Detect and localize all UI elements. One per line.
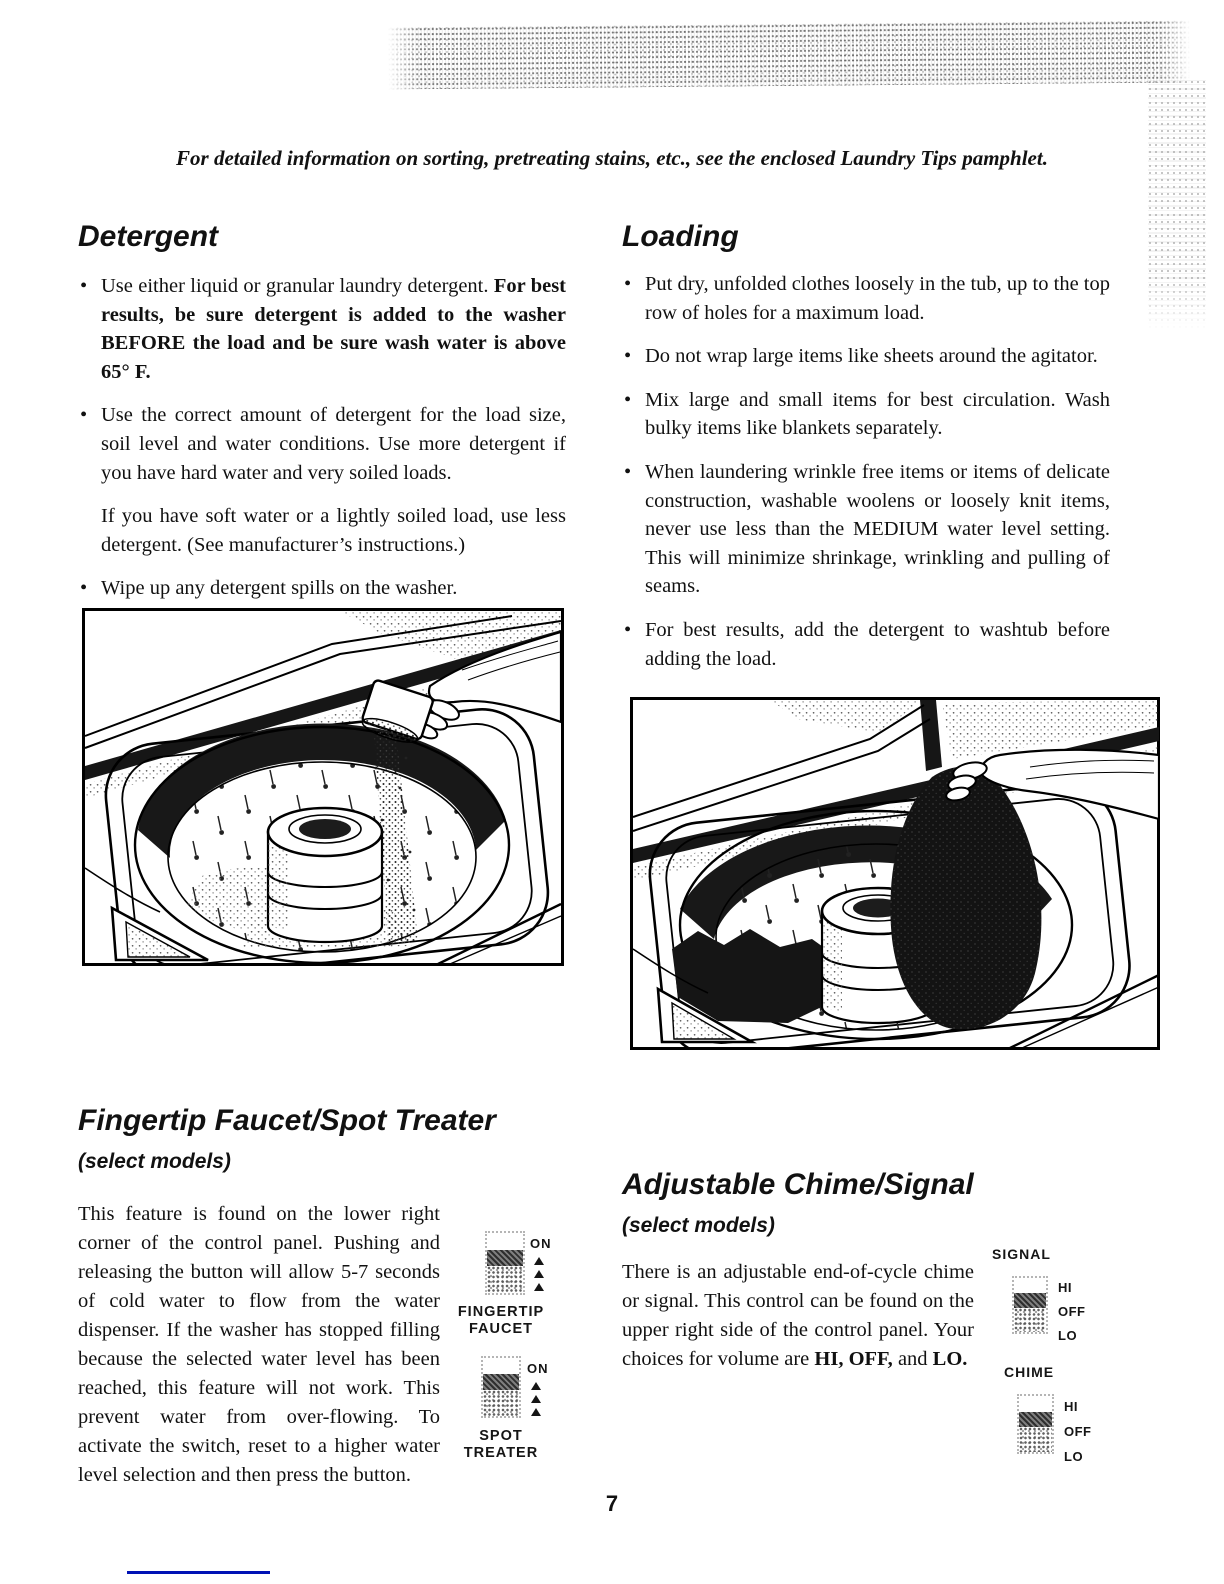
up-arrow-icon (531, 1382, 541, 1390)
chime-section-title: Adjustable Chime/Signal (622, 1168, 974, 1201)
spot-treater-label (445, 1428, 557, 1462)
on-label: ON (527, 1361, 549, 1376)
up-arrow-icon (534, 1257, 544, 1265)
option-off: OFF (1064, 1424, 1092, 1439)
label-line: TREATER (463, 1445, 539, 1461)
chime-body (622, 1258, 974, 1374)
intro-note: For detailed information on sorting, pretreating stains, etc., see the enclosed Laundry Tips pamphlet. (176, 146, 1048, 170)
loading-clothes-illustration (630, 697, 1160, 1050)
fingertip-faucet-switch (485, 1231, 525, 1295)
detergent-pour-illustration (82, 608, 564, 966)
label-line: SPOT (479, 1428, 523, 1444)
fingertip-section-title: Fingertip Faucet/Spot Treater (78, 1104, 496, 1137)
option-off: OFF (1058, 1304, 1086, 1319)
scan-noise-band (388, 21, 1191, 90)
bullet-text: Put dry, unfolded clothes loosely in the tub, up to the top row of holes for a maximum load. (645, 273, 1110, 324)
up-arrow-icon (534, 1270, 544, 1278)
up-arrow-icon (531, 1408, 541, 1416)
detergent-bullet-list (78, 272, 566, 618)
bullet-text: When laundering wrinkle free items or items of delicate construction, washable woolens or loosely knit items, never use less than the MEDIUM water level setting. This will minimize shrinkage, wrinkling and pulling of seams. (645, 460, 1110, 598)
chime-select-models: (select models) (622, 1214, 775, 1237)
switch-top (1019, 1396, 1052, 1412)
bullet-item (78, 272, 566, 386)
fingertip-body: This feature is found on the lower right corner of the control panel. Pushing and releasing the button will allow 5-7 seconds of cold water to flow from the water dispenser. If the washer has stopped filling because the selected water level has been reached, this feature will not work. This prevent water from over-flowing. To activate the switch, reset to a higher water level selection and then press the button. (78, 1203, 440, 1486)
loading-section-title: Loading (622, 220, 739, 253)
switch-top (487, 1233, 523, 1250)
switch-knob (1019, 1412, 1052, 1427)
chime-body-text: and (892, 1348, 933, 1370)
signal-options (1058, 1280, 1086, 1343)
up-arrows (534, 1254, 544, 1293)
chime-switch (1017, 1394, 1054, 1454)
bullet-text: Do not wrap large items like sheets around the agitator. (645, 345, 1098, 368)
bullet-text-bold: For best results, be sure detergent is added to the washer BEFORE the load and be sure wash water is above 65° F. (101, 275, 566, 383)
bullet-item (78, 574, 566, 603)
scan-noise-strip (1148, 80, 1206, 330)
bullet-text: Wipe up any detergent spills on the washer. (101, 577, 458, 600)
bullet-item (78, 401, 566, 487)
bullet-text: Use either liquid or granular laundry detergent. (101, 275, 494, 297)
bullet-item (622, 342, 1110, 371)
bullet-text: Mix large and small items for best circulation. Wash bulky items like blankets separately. (645, 388, 1110, 440)
option-hi: HI (1058, 1280, 1072, 1295)
bullet-text: If you have soft water or a lightly soiled load, use less detergent. (See manufacturer’s instructions.) (101, 505, 566, 556)
detergent-pour-art (82, 608, 564, 966)
chime-options (1064, 1399, 1092, 1464)
up-arrows (531, 1379, 541, 1418)
bullet-text: Use the correct amount of detergent for the load size, soil level and water conditions. Use more detergent if you have hard water and very soiled loads. (101, 404, 566, 484)
switch-knob (487, 1250, 523, 1266)
signal-switch (1012, 1276, 1048, 1334)
footer-accent-line (127, 1571, 270, 1574)
bullet-item (622, 386, 1110, 443)
bullet-text: For best results, add the detergent to washtub before adding the load. (645, 618, 1110, 670)
option-lo: LO (1064, 1449, 1084, 1464)
up-arrow-icon (531, 1395, 541, 1403)
spot-treater-switch (481, 1356, 521, 1418)
signal-label: SIGNAL (992, 1246, 1051, 1262)
switch-lower (1014, 1308, 1046, 1332)
label-line: FINGERTIP (457, 1304, 545, 1320)
fingertip-select-models: (select models) (78, 1150, 231, 1173)
switch-lower (483, 1390, 519, 1416)
bullet-continuation (78, 502, 566, 559)
bullet-item (622, 270, 1110, 327)
switch-top (483, 1358, 519, 1374)
loading-bullet-list (622, 270, 1110, 688)
bullet-item (622, 458, 1110, 601)
chime-label: CHIME (1004, 1364, 1055, 1380)
chime-body-bold: HI, OFF, (814, 1348, 893, 1370)
fingertip-faucet-label (445, 1304, 557, 1338)
switch-knob (1014, 1293, 1046, 1308)
loading-clothes-art (630, 697, 1160, 1050)
switch-lower (1019, 1427, 1052, 1452)
switch-lower (487, 1266, 523, 1293)
on-label: ON (530, 1236, 552, 1251)
chime-body-bold: LO. (932, 1348, 968, 1370)
option-hi: HI (1064, 1399, 1078, 1414)
bullet-item (622, 616, 1110, 673)
switch-knob (483, 1374, 519, 1390)
label-line: FAUCET (469, 1321, 533, 1337)
up-arrow-icon (534, 1283, 544, 1291)
chime-body-text: There is an adjustable end-of-cycle chime or signal. This control can be found on the upper right side of the control panel. Your choices for volume are (622, 1261, 974, 1370)
detergent-section-title: Detergent (78, 220, 219, 253)
switch-top (1014, 1278, 1046, 1293)
page-number: 7 (605, 1491, 619, 1516)
option-lo: LO (1058, 1328, 1078, 1343)
